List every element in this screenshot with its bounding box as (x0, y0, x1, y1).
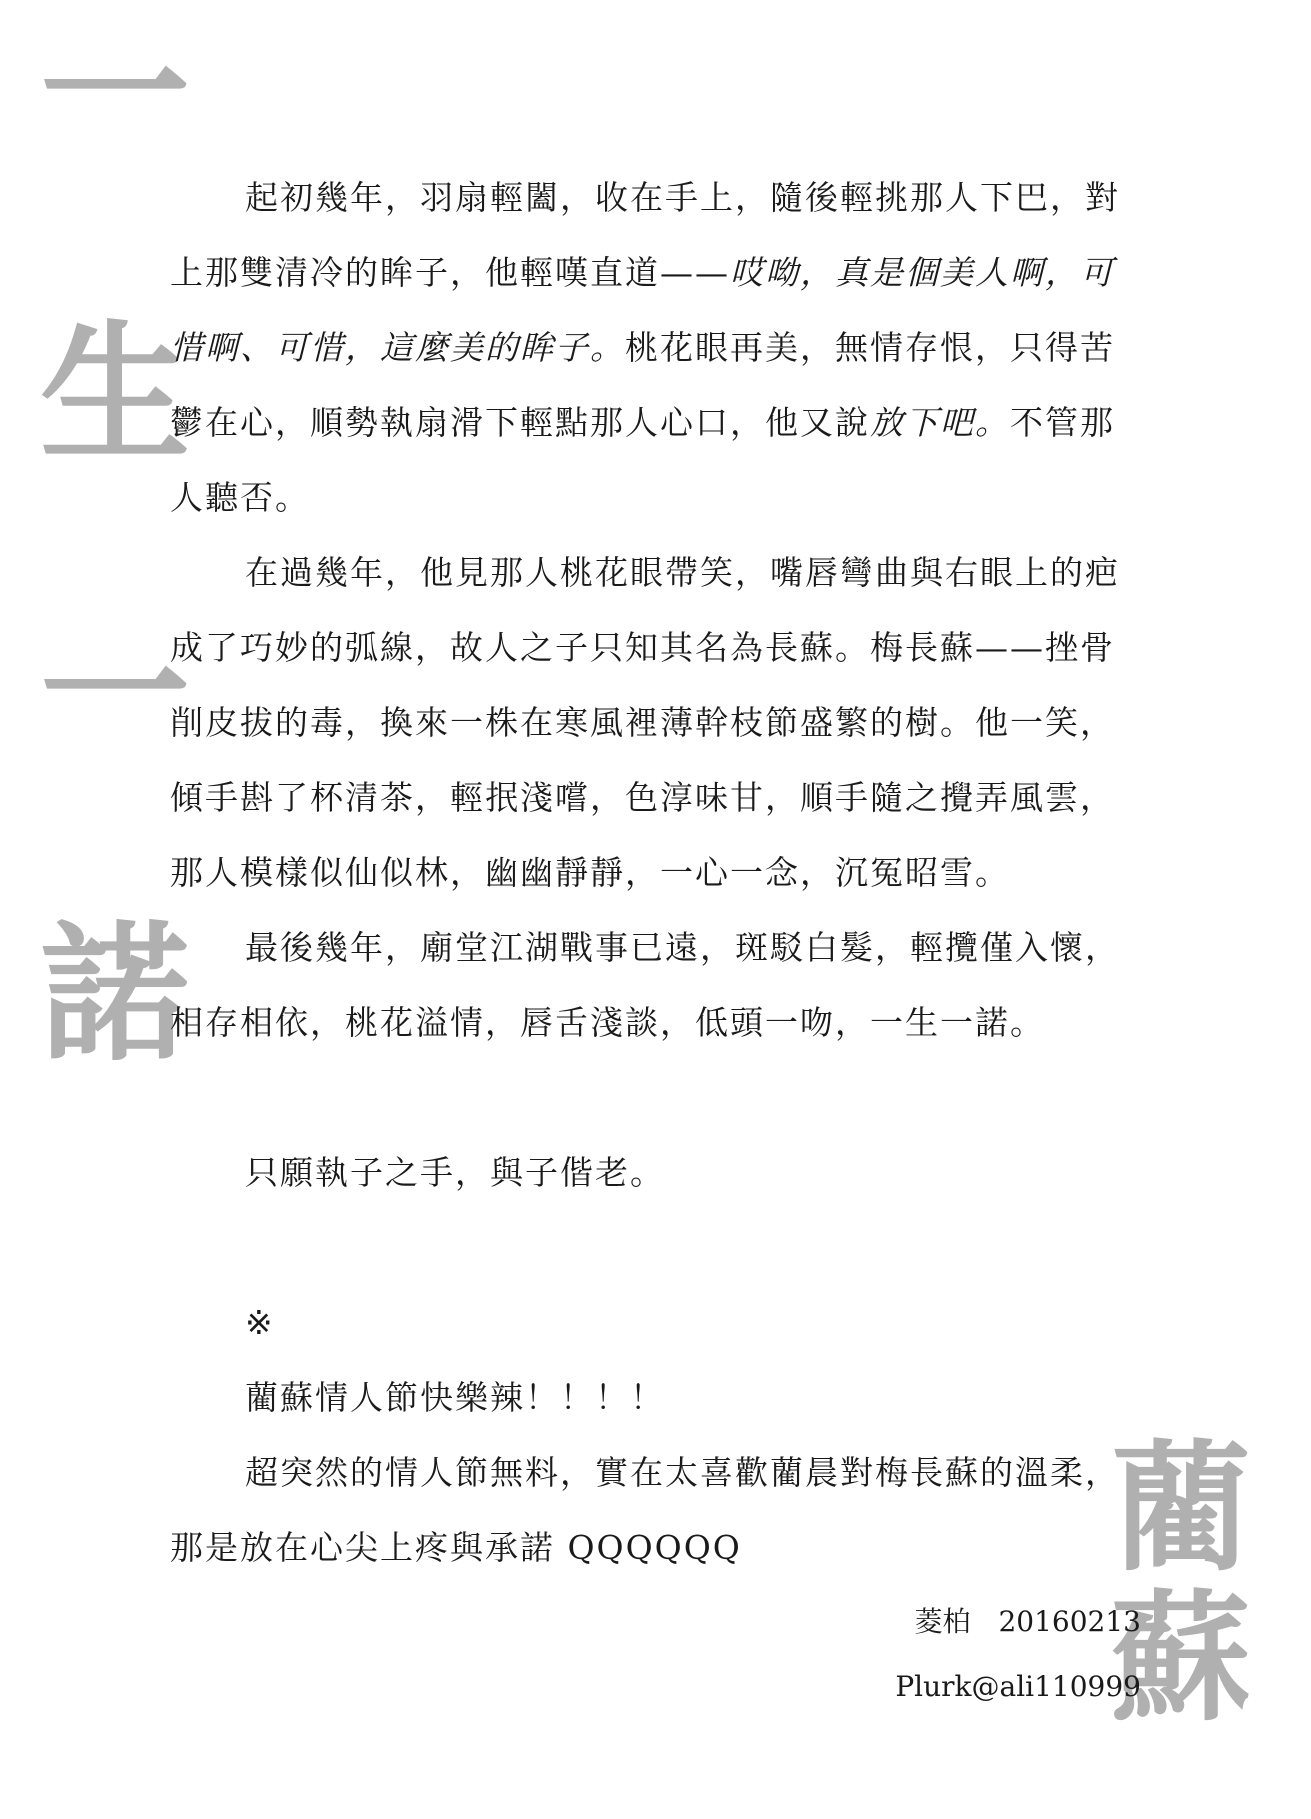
paragraph-1: 起初幾年，羽扇輕闔，收在手上，隨後輕挑那人下巴，對上那雙清冷的眸子，他輕嘆直道——哎呦，真是個美人啊，可惜啊、可惜，這麼美的眸子。桃花眼再美，無情存恨，只得苦鬱在心，順勢執扇滑下輕點那人心口，他又說放下吧。不管那人聽否。 (170, 178, 1120, 517)
title-char: 生 (40, 308, 191, 482)
date: 20160213 (998, 1605, 1141, 1638)
title-char: 藺 (1110, 1428, 1251, 1591)
title-char: 蘇 (1110, 1578, 1251, 1741)
paragraph-2: 在過幾年，他見那人桃花眼帶笑，嘴唇彎曲與右眼上的疤成了巧妙的弧線，故人之子只知其名為長蘇。梅長蘇——挫骨削皮拔的毒，換來一株在寒風裡薄幹枝節盛繁的樹。他一笑，傾手斟了杯清茶，輕抿淺嚐，色淳味甘，順手隨之攪弄風雲，那人模樣似仙似林，幽幽靜靜，一心一念，沉冤昭雪。 (170, 553, 1120, 892)
signature-line (914, 1600, 1141, 1640)
paragraph-3: 最後幾年，廟堂江湖戰事已遠，斑駁白髮，輕攬僅入懷，相存相依，桃花溢情，唇舌淺談，低頭一吻，一生一諾。 (170, 928, 1120, 1042)
title-char: 諾 (40, 908, 191, 1082)
reference-mark: ※ (245, 1303, 275, 1342)
title-char: 一 (40, 8, 191, 182)
plurk-handle: Plurk@ali110999 (895, 1670, 1141, 1703)
title-char: 一 (40, 608, 191, 782)
paragraph-5: 藺蘇情人節快樂辣！！！！ (245, 1378, 665, 1417)
paragraph-6: 超突然的情人節無料，實在太喜歡藺晨對梅長蘇的溫柔，那是放在心尖上疼與承諾 QQQQQQ (170, 1453, 1120, 1567)
author-name: 菱柏 (914, 1605, 971, 1638)
paragraph-4: 只願執子之手，與子偕老。 (245, 1153, 665, 1192)
story-body (170, 160, 1140, 1585)
